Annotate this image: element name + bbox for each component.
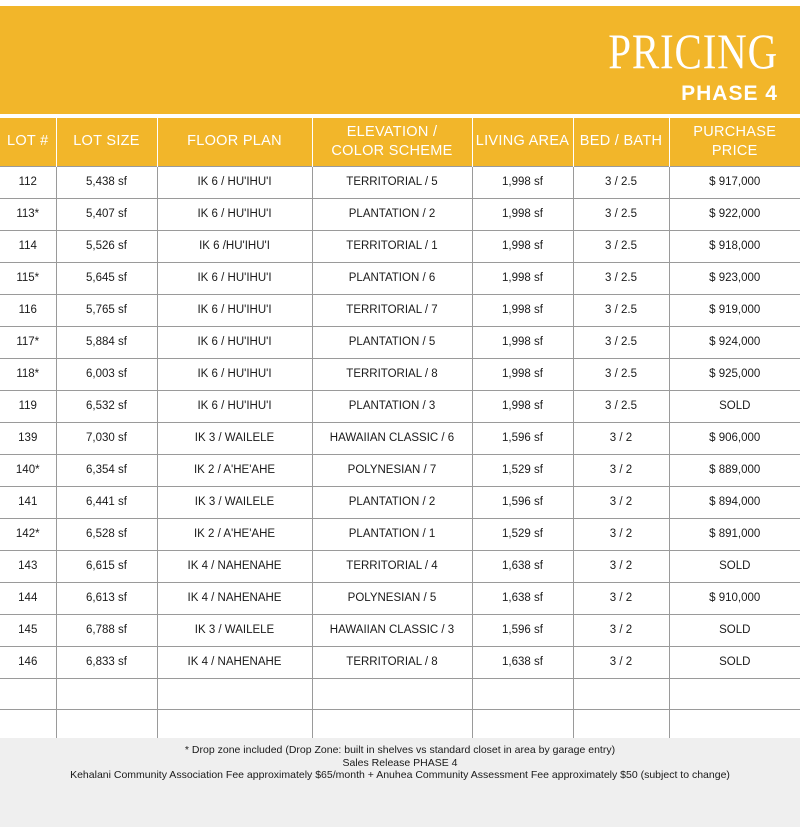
table-row [0,166,800,198]
living-area-cell: 1,998 sf [472,326,573,358]
elevation-cell: TERRITORIAL / 8 [312,358,472,390]
elevation-cell: HAWAIIAN CLASSIC / 3 [312,614,472,646]
empty-cell [56,710,157,742]
floor-plan-cell: IK 6 / HU'IHU'I [157,326,312,358]
lot-number-cell: 144 [0,582,56,614]
table-row [0,390,800,422]
column-header-living-area: LIVING AREA [472,118,573,166]
column-header-purchase-price: PURCHASE PRICE [669,118,800,166]
purchase-price-cell: $ 925,000 [669,358,800,390]
living-area-cell: 1,998 sf [472,166,573,198]
lot-number-cell: 118* [0,358,56,390]
lot-size-cell: 6,441 sf [56,486,157,518]
elevation-cell: POLYNESIAN / 5 [312,582,472,614]
table-row [0,326,800,358]
column-header-bed-bath: BED / BATH [573,118,669,166]
lot-number-cell: 115* [0,262,56,294]
table-row-empty [0,678,800,710]
bed-bath-cell: 3 / 2.5 [573,166,669,198]
elevation-cell: TERRITORIAL / 1 [312,230,472,262]
empty-cell [669,710,800,742]
sales-release-note: Sales Release PHASE 4 [342,756,458,769]
lot-number-cell: 116 [0,294,56,326]
living-area-cell: 1,998 sf [472,294,573,326]
bed-bath-cell: 3 / 2 [573,454,669,486]
living-area-cell: 1,529 sf [472,518,573,550]
bed-bath-cell: 3 / 2.5 [573,230,669,262]
bed-bath-cell: 3 / 2.5 [573,390,669,422]
living-area-cell: 1,998 sf [472,198,573,230]
purchase-price-cell: SOLD [669,390,800,422]
lot-size-cell: 6,615 sf [56,550,157,582]
lot-number-cell: 113* [0,198,56,230]
empty-cell [56,678,157,710]
footer-notes [0,738,800,827]
elevation-cell: TERRITORIAL / 7 [312,294,472,326]
lot-size-cell: 5,526 sf [56,230,157,262]
purchase-price-cell: $ 910,000 [669,582,800,614]
lot-number-cell: 141 [0,486,56,518]
floor-plan-cell: IK 4 / NAHENAHE [157,550,312,582]
table-body [0,166,800,741]
table-row [0,230,800,262]
empty-cell [573,710,669,742]
lot-size-cell: 6,833 sf [56,646,157,678]
purchase-price-cell: $ 924,000 [669,326,800,358]
empty-cell [472,710,573,742]
page-title: PRICING [608,23,778,79]
floor-plan-cell: IK 4 / NAHENAHE [157,646,312,678]
bed-bath-cell: 3 / 2 [573,518,669,550]
lot-number-cell: 112 [0,166,56,198]
empty-cell [472,678,573,710]
header-banner [0,6,800,114]
table-row [0,486,800,518]
elevation-cell: PLANTATION / 2 [312,486,472,518]
elevation-cell: PLANTATION / 6 [312,262,472,294]
living-area-cell: 1,596 sf [472,614,573,646]
floor-plan-cell: IK 6 / HU'IHU'I [157,358,312,390]
purchase-price-cell: $ 891,000 [669,518,800,550]
floor-plan-cell: IK 3 / WAILELE [157,486,312,518]
column-header-lot-size: LOT SIZE [56,118,157,166]
floor-plan-cell: IK 6 /HU'IHU'I [157,230,312,262]
floor-plan-cell: IK 2 / A'HE'AHE [157,518,312,550]
purchase-price-cell: $ 918,000 [669,230,800,262]
living-area-cell: 1,638 sf [472,646,573,678]
living-area-cell: 1,529 sf [472,454,573,486]
table-header-row [0,118,800,166]
empty-cell [573,678,669,710]
table-row-empty [0,710,800,742]
bed-bath-cell: 3 / 2.5 [573,198,669,230]
floor-plan-cell: IK 4 / NAHENAHE [157,582,312,614]
living-area-cell: 1,596 sf [472,486,573,518]
lot-number-cell: 119 [0,390,56,422]
lot-size-cell: 5,645 sf [56,262,157,294]
empty-cell [669,678,800,710]
elevation-cell: PLANTATION / 3 [312,390,472,422]
lot-number-cell: 142* [0,518,56,550]
purchase-price-cell: SOLD [669,646,800,678]
bed-bath-cell: 3 / 2 [573,422,669,454]
floor-plan-cell: IK 3 / WAILELE [157,422,312,454]
lot-size-cell: 5,407 sf [56,198,157,230]
column-header-elevation-line2: COLOR SCHEME [331,142,453,159]
purchase-price-cell: $ 894,000 [669,486,800,518]
living-area-cell: 1,998 sf [472,390,573,422]
column-header-lot: LOT # [0,118,56,166]
living-area-cell: 1,638 sf [472,550,573,582]
floor-plan-cell: IK 6 / HU'IHU'I [157,198,312,230]
bed-bath-cell: 3 / 2.5 [573,326,669,358]
floor-plan-cell: IK 3 / WAILELE [157,614,312,646]
table-row [0,518,800,550]
table-row [0,582,800,614]
table-row [0,294,800,326]
elevation-cell: TERRITORIAL / 8 [312,646,472,678]
purchase-price-cell: $ 919,000 [669,294,800,326]
floor-plan-cell: IK 6 / HU'IHU'I [157,390,312,422]
empty-cell [312,678,472,710]
lot-number-cell: 114 [0,230,56,262]
table-row [0,358,800,390]
table-row [0,262,800,294]
pricing-table [0,118,800,742]
table-row [0,198,800,230]
lot-size-cell: 6,354 sf [56,454,157,486]
purchase-price-cell: $ 922,000 [669,198,800,230]
table-row [0,422,800,454]
floor-plan-cell: IK 6 / HU'IHU'I [157,262,312,294]
lot-size-cell: 5,765 sf [56,294,157,326]
lot-size-cell: 6,788 sf [56,614,157,646]
lot-size-cell: 6,532 sf [56,390,157,422]
lot-number-cell: 139 [0,422,56,454]
lot-size-cell: 6,528 sf [56,518,157,550]
purchase-price-cell: SOLD [669,550,800,582]
empty-cell [0,678,56,710]
table-row [0,550,800,582]
lot-number-cell: 140* [0,454,56,486]
page-subtitle: PHASE 4 [681,82,778,105]
elevation-cell: HAWAIIAN CLASSIC / 6 [312,422,472,454]
empty-cell [312,710,472,742]
association-fee-note: Kehalani Community Association Fee approximately $65/month + Anuhea Community Assessment Fee approximately $50 (subject to change) [70,769,730,781]
purchase-price-cell: $ 889,000 [669,454,800,486]
purchase-price-cell: SOLD [669,614,800,646]
floor-plan-cell: IK 6 / HU'IHU'I [157,166,312,198]
elevation-cell: TERRITORIAL / 5 [312,166,472,198]
drop-zone-note: * Drop zone included (Drop Zone: built in shelves vs standard closet in area by garage entry) [184,744,616,756]
elevation-cell: PLANTATION / 5 [312,326,472,358]
pricing-table-container [0,118,800,742]
bed-bath-cell: 3 / 2 [573,486,669,518]
table-row [0,646,800,678]
purchase-price-cell: $ 923,000 [669,262,800,294]
bed-bath-cell: 3 / 2.5 [573,294,669,326]
living-area-cell: 1,998 sf [472,358,573,390]
column-header-elevation-line1: ELEVATION / [346,123,438,140]
lot-number-cell: 145 [0,614,56,646]
lot-size-cell: 7,030 sf [56,422,157,454]
bed-bath-cell: 3 / 2.5 [573,262,669,294]
lot-number-cell: 117* [0,326,56,358]
bed-bath-cell: 3 / 2 [573,646,669,678]
bed-bath-cell: 3 / 2 [573,582,669,614]
living-area-cell: 1,998 sf [472,262,573,294]
empty-cell [157,710,312,742]
table-row [0,614,800,646]
purchase-price-cell: $ 917,000 [669,166,800,198]
lot-number-cell: 146 [0,646,56,678]
elevation-cell: POLYNESIAN / 7 [312,454,472,486]
bed-bath-cell: 3 / 2.5 [573,358,669,390]
lot-size-cell: 6,613 sf [56,582,157,614]
table-row [0,454,800,486]
lot-size-cell: 6,003 sf [56,358,157,390]
elevation-cell: TERRITORIAL / 4 [312,550,472,582]
lot-size-cell: 5,884 sf [56,326,157,358]
elevation-cell: PLANTATION / 2 [312,198,472,230]
bed-bath-cell: 3 / 2 [573,550,669,582]
floor-plan-cell: IK 6 / HU'IHU'I [157,294,312,326]
living-area-cell: 1,596 sf [472,422,573,454]
living-area-cell: 1,998 sf [472,230,573,262]
floor-plan-cell: IK 2 / A'HE'AHE [157,454,312,486]
lot-number-cell: 143 [0,550,56,582]
empty-cell [157,678,312,710]
elevation-cell: PLANTATION / 1 [312,518,472,550]
column-header-elevation [312,118,472,166]
bed-bath-cell: 3 / 2 [573,614,669,646]
empty-cell [0,710,56,742]
column-header-floor-plan: FLOOR PLAN [157,118,312,166]
lot-size-cell: 5,438 sf [56,166,157,198]
purchase-price-cell: $ 906,000 [669,422,800,454]
living-area-cell: 1,638 sf [472,582,573,614]
